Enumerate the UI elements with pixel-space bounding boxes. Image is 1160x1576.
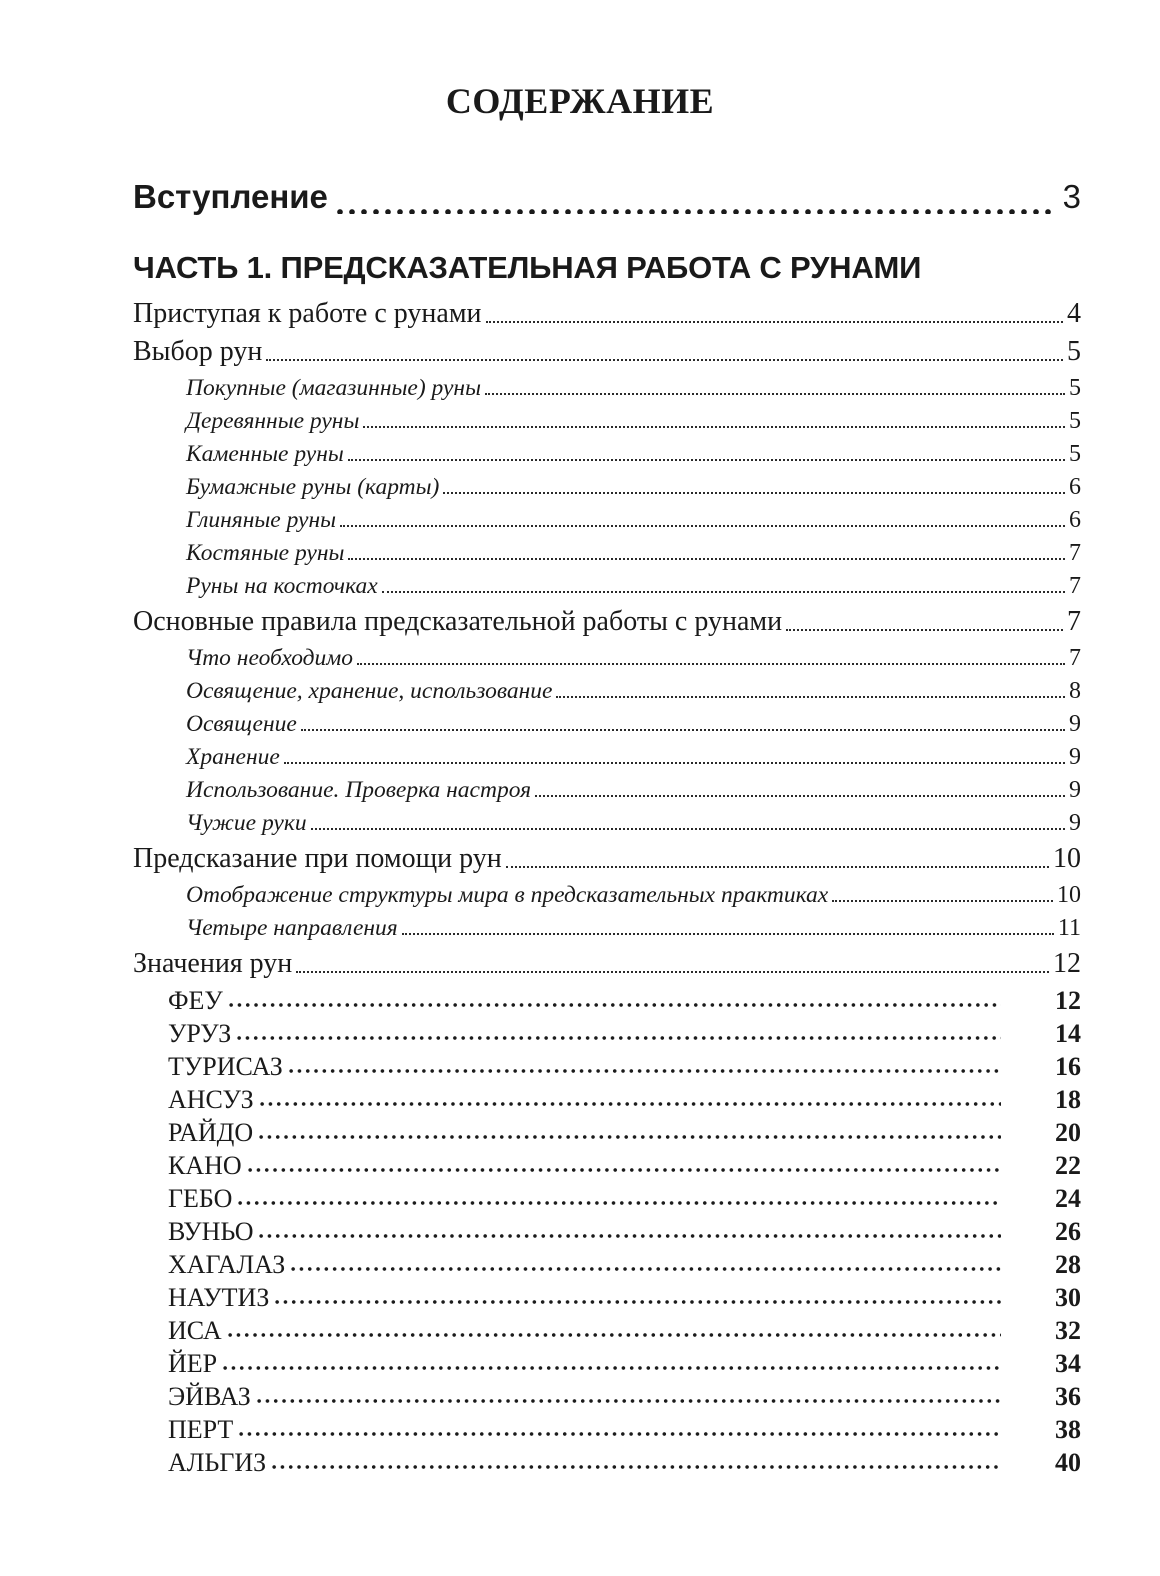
toc-entry-page: 28 (1055, 1250, 1081, 1279)
toc-leader-dots (258, 1099, 1001, 1109)
toc-subsection-entry[interactable] (186, 675, 1081, 703)
toc-section-entry[interactable] (133, 946, 1081, 978)
toc-subsection-entry[interactable] (186, 405, 1081, 433)
toc-entry-label: АЛЬГИЗ (168, 1448, 267, 1477)
toc-entry-label: Использование. Проверка настроя (186, 776, 532, 803)
toc-leader-dots (443, 492, 1065, 494)
toc-entry-page: 24 (1055, 1184, 1081, 1213)
toc-entry-label: Освящение (186, 710, 297, 737)
toc-entry-label: Предсказание при помощи рун (133, 843, 502, 874)
toc-entry-label: Костяные руны (186, 539, 345, 566)
toc-leader-dots (235, 1033, 1001, 1043)
toc-leader-dots (237, 1429, 1001, 1439)
toc-entry-page: 6 (1069, 474, 1081, 500)
toc-entry-label: Бумажные руны (карты) (186, 473, 440, 500)
toc-entry-page: 14 (1055, 1019, 1081, 1048)
toc-subsection-entry[interactable] (186, 807, 1081, 835)
toc-entry-label: Приступая к работе с рунами (133, 298, 482, 329)
toc-entry-page: 20 (1055, 1118, 1081, 1147)
toc-entry-label: ФЕУ (168, 986, 223, 1015)
toc-section-entry[interactable] (133, 334, 1081, 366)
toc-entry-page: 38 (1055, 1415, 1081, 1444)
toc-entry-page: 7 (1069, 573, 1081, 599)
toc-entry-page: 5 (1067, 336, 1081, 367)
toc-leader-dots (382, 591, 1065, 593)
toc-rune-entry[interactable] (168, 1446, 1081, 1476)
toc-subsection-entry[interactable] (186, 912, 1081, 940)
page-title: СОДЕРЖАНИЕ (445, 81, 715, 121)
toc-entry-label: ЭЙВАЗ (168, 1382, 251, 1411)
toc-subsection-entry[interactable] (186, 642, 1081, 670)
toc-entry-label: Хранение (186, 743, 280, 770)
toc-leader-dots (334, 180, 1053, 214)
toc-leader-dots (270, 1462, 1001, 1472)
toc-entry-label: КАНО (168, 1151, 242, 1180)
toc-entry-label: ЙЕР (168, 1349, 218, 1378)
toc-entry-label: ХАГАЛАЗ (168, 1250, 286, 1279)
toc-entry-page: 10 (1053, 843, 1081, 874)
toc-leader-dots (348, 459, 1065, 461)
toc-leader-dots (227, 1000, 1001, 1010)
toc-entry-page: 7 (1069, 540, 1081, 566)
toc-entry-label: Что необходимо (186, 644, 354, 671)
toc-entry-page: 6 (1069, 507, 1081, 533)
toc-entry-label: Глиняные руны (186, 506, 337, 533)
toc-leader-dots (255, 1396, 1001, 1406)
toc-subsection-entry[interactable] (186, 438, 1081, 466)
toc-entry-page: 22 (1055, 1151, 1081, 1180)
toc-leader-dots (257, 1231, 1001, 1241)
toc-rune-entry[interactable] (168, 984, 1081, 1014)
toc-rune-entry[interactable] (168, 1314, 1081, 1344)
toc-entry-page: 11 (1057, 915, 1081, 941)
toc-entry-page: 12 (1055, 986, 1081, 1015)
toc-leader-dots (301, 729, 1065, 731)
toc-entry-page: 26 (1055, 1217, 1081, 1246)
toc-leader-dots (287, 1066, 1001, 1076)
toc-entry-label: Четыре направления (186, 914, 398, 941)
toc-leader-dots (556, 696, 1065, 698)
toc-leader-dots (221, 1363, 1001, 1373)
toc-entry-page: 8 (1069, 678, 1081, 704)
toc-entry-page: 36 (1055, 1382, 1081, 1411)
toc-leader-dots (246, 1165, 1001, 1175)
toc-entry-label: Чужие руки (186, 809, 307, 836)
toc-entry-label: Значения рун (133, 948, 293, 979)
toc-entry-label: Отображение структуры мира в предсказательных практиках (186, 881, 829, 908)
toc-entry-page: 18 (1055, 1085, 1081, 1114)
toc-rune-entry[interactable] (168, 1050, 1081, 1080)
toc-leader-dots (340, 525, 1065, 527)
toc-entry-page: 5 (1069, 408, 1081, 434)
toc-section-entry[interactable] (133, 604, 1081, 636)
toc-subsection-entry[interactable] (186, 741, 1081, 769)
toc-rune-entry[interactable] (168, 1380, 1081, 1410)
toc-entry-label: Покупные (магазинные) руны (186, 374, 481, 401)
toc-leader-dots (348, 558, 1065, 560)
toc-rune-entry[interactable] (168, 1413, 1081, 1443)
toc-leader-dots (786, 629, 1063, 631)
toc-leader-dots (363, 426, 1065, 428)
toc-rune-entry[interactable] (168, 1116, 1081, 1146)
toc-leader-dots (311, 828, 1065, 830)
toc-entry-label: Руны на косточках (186, 572, 378, 599)
toc-intro-label: Вступление (133, 178, 328, 215)
toc-entry-page: 32 (1055, 1316, 1081, 1345)
toc-leader-dots (266, 359, 1063, 361)
toc-entry-page: 9 (1069, 744, 1081, 770)
toc-rune-entry[interactable] (168, 1248, 1081, 1278)
toc-subsection-entry[interactable] (186, 570, 1081, 598)
toc-entry-page: 9 (1069, 777, 1081, 803)
toc-leader-dots (296, 971, 1049, 973)
toc-entry-page: 7 (1069, 645, 1081, 671)
toc-entry-label: Основные правила предсказательной работы с рунами (133, 606, 783, 637)
toc-rune-entry[interactable] (168, 1182, 1081, 1212)
toc-section-entry[interactable] (133, 841, 1081, 873)
toc-entry-page: 4 (1067, 298, 1081, 329)
toc-entry-page: 12 (1053, 948, 1081, 979)
toc-leader-dots (506, 866, 1049, 868)
toc-subsection-entry[interactable] (186, 774, 1081, 802)
toc-entry-page: 34 (1055, 1349, 1081, 1378)
toc-entry-label: УРУЗ (168, 1019, 232, 1048)
toc-leader-dots (535, 795, 1065, 797)
toc-section-entry[interactable] (133, 296, 1081, 328)
toc-leader-dots (257, 1132, 1001, 1142)
toc-entry-label: ПЕРТ (168, 1415, 234, 1444)
toc-entry-page: 9 (1069, 711, 1081, 737)
toc-leader-dots (402, 933, 1054, 935)
toc-leader-dots (226, 1330, 1001, 1340)
toc-entry-page: 9 (1069, 810, 1081, 836)
toc-leader-dots (486, 321, 1063, 323)
toc-entry-page: 7 (1067, 606, 1081, 637)
toc-rune-entry[interactable] (168, 1149, 1081, 1179)
toc-leader-dots (236, 1198, 1001, 1208)
toc-entry-label: Выбор рун (133, 336, 263, 367)
toc-entry-label: Каменные руны (186, 440, 344, 467)
part-1-heading: ЧАСТЬ 1. ПРЕДСКАЗАТЕЛЬНАЯ РАБОТА С РУНАМИ (133, 250, 922, 285)
toc-entry-page: 5 (1069, 375, 1081, 401)
toc-entry-label: ГЕБО (168, 1184, 233, 1213)
toc-subsection-entry[interactable] (186, 504, 1081, 532)
toc-leader-dots (284, 762, 1065, 764)
toc-intro-entry[interactable] (133, 172, 1081, 222)
toc-entry-label: Деревянные руны (186, 407, 360, 434)
toc-entry-page: 40 (1055, 1448, 1081, 1477)
toc-rune-entry[interactable] (168, 1083, 1081, 1113)
toc-subsection-entry[interactable] (186, 372, 1081, 400)
toc-leader-dots (357, 663, 1065, 665)
toc-entry-label: ИСА (168, 1316, 222, 1345)
toc-leader-dots (485, 393, 1065, 395)
toc-subsection-entry[interactable] (186, 471, 1081, 499)
toc-leader-dots (273, 1297, 1001, 1307)
toc-entry-label: ВУНЬО (168, 1217, 254, 1246)
toc-entry-page: 30 (1055, 1283, 1081, 1312)
toc-leader-dots (289, 1264, 1001, 1274)
toc-rune-entry[interactable] (168, 1347, 1081, 1377)
toc-entry-label: НАУТИЗ (168, 1283, 270, 1312)
toc-entry-label: Освящение, хранение, использование (186, 677, 553, 704)
toc-entry-page: 5 (1069, 441, 1081, 467)
toc-entry-page: 16 (1055, 1052, 1081, 1081)
toc-subsection-entry[interactable] (186, 537, 1081, 565)
toc-rune-entry[interactable] (168, 1281, 1081, 1311)
toc-intro-page: 3 (1062, 178, 1081, 215)
toc-entry-page: 10 (1057, 882, 1081, 908)
toc-entry-label: ТУРИСАЗ (168, 1052, 283, 1081)
toc-rune-entry[interactable] (168, 1017, 1081, 1047)
toc-leader-dots (832, 900, 1053, 902)
toc-entry-label: АНСУЗ (168, 1085, 254, 1114)
toc-subsection-entry[interactable] (186, 708, 1081, 736)
toc-rune-entry[interactable] (168, 1215, 1081, 1245)
toc-subsection-entry[interactable] (186, 879, 1081, 907)
toc-entry-label: РАЙДО (168, 1118, 254, 1147)
